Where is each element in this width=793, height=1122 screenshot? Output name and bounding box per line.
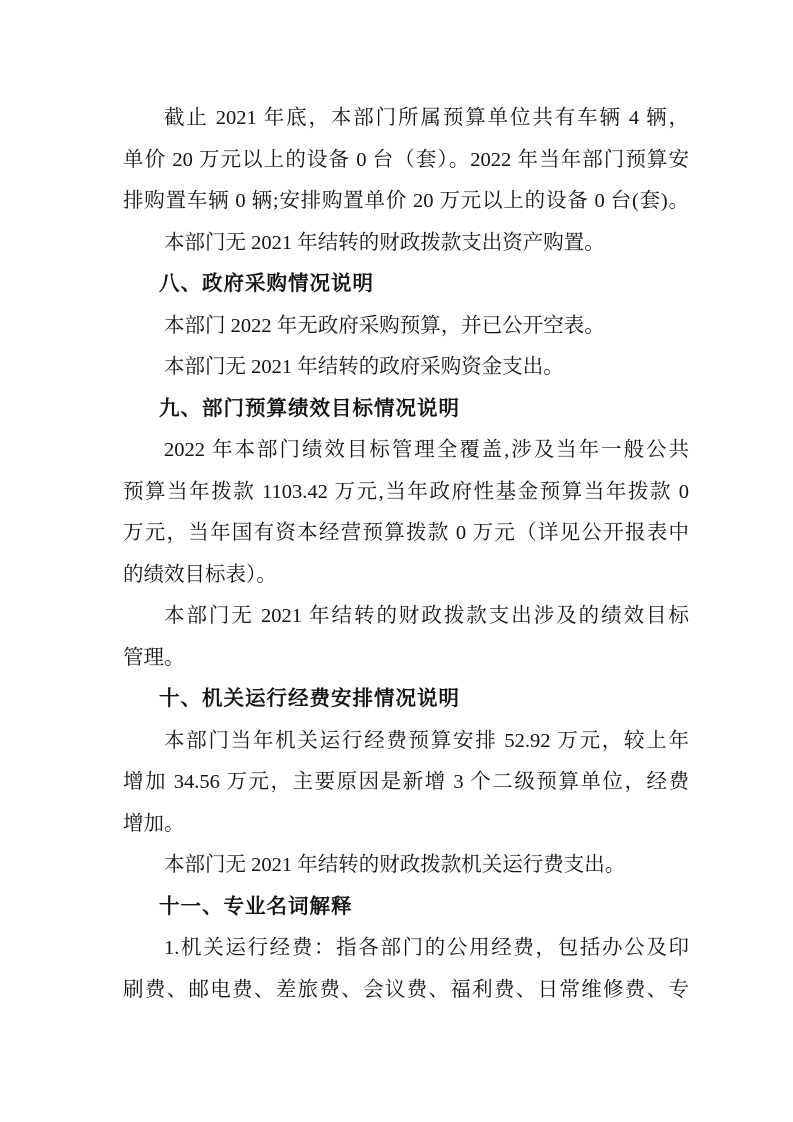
paragraph <box>123 223 689 265</box>
text-line: 本部门无 2021 年结转的财政拨款支出涉及的绩效目标 <box>164 605 689 627</box>
text-line: 截止 2021 年底，本部门所属预算单位共有车辆 4 辆， <box>164 107 689 129</box>
text-line: 刷费、邮电费、差旅费、会议费、福利费、日常维修费、专 <box>123 978 689 1001</box>
text-line: 管理。 <box>123 646 185 669</box>
section-heading <box>123 679 689 721</box>
heading-line: 八、政府采购情况说明 <box>159 273 374 295</box>
paragraph <box>123 347 689 389</box>
text-line: 2022 年本部门绩效目标管理全覆盖,涉及当年一般公共 <box>164 439 689 461</box>
text-line: 万元，当年国有资本经营预算拨款 0 万元（详见公开报表中 <box>123 522 689 544</box>
text-line: 的绩效目标表）。 <box>123 563 277 586</box>
text-line: 本部门无 2021 年结转的财政拨款机关运行费支出。 <box>164 854 626 876</box>
text-line: 1.机关运行经费：指各部门的公用经费，包括办公及印 <box>164 937 689 959</box>
text-line: 排购置车辆 0 辆;安排购置单价 20 万元以上的设备 0 台(套)。 <box>123 190 689 212</box>
text-line: 本部门当年机关运行经费预算安排 52.92 万元，较上年 <box>164 729 689 752</box>
paragraph <box>123 306 689 348</box>
heading-line: 十、机关运行经费安排情况说明 <box>159 688 460 710</box>
document-body <box>123 98 689 1011</box>
paragraph <box>123 98 689 223</box>
text-line: 本部门无 2021 年结转的政府采购资金支出。 <box>164 356 564 378</box>
text-line: 本部门 2022 年无政府采购预算，并已公开空表。 <box>164 314 605 337</box>
paragraph <box>123 430 689 596</box>
section-heading <box>123 264 689 306</box>
heading-line: 九、部门预算绩效目标情况说明 <box>159 397 460 420</box>
section-heading <box>123 389 689 431</box>
text-line: 增加。 <box>123 812 185 835</box>
paragraph <box>123 928 689 1011</box>
text-line: 增加 34.56 万元，主要原因是新增 3 个二级预算单位，经费 <box>123 771 689 793</box>
paragraph <box>123 845 689 887</box>
heading-line: 十一、专业名词解释 <box>159 895 353 918</box>
text-line: 预算当年拨款 1103.42 万元,当年政府性基金预算当年拨款 0 <box>123 480 689 503</box>
section-heading <box>123 887 689 929</box>
paragraph <box>123 721 689 846</box>
text-line: 本部门无 2021 年结转的财政拨款支出资产购置。 <box>164 231 605 254</box>
text-line: 单价 20 万元以上的设备 0 台（套）。2022 年当年部门预算安 <box>123 148 689 171</box>
paragraph <box>123 596 689 679</box>
